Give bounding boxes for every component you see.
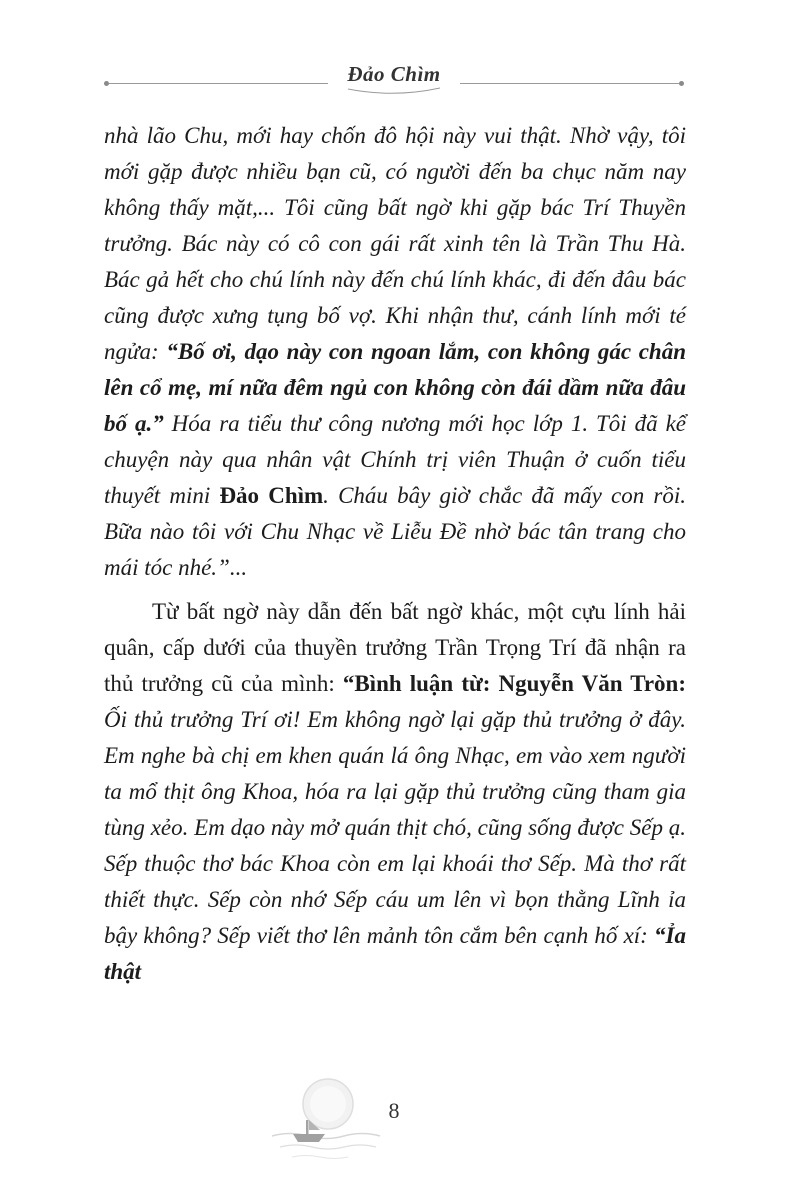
running-head-title: Đảo Chìm xyxy=(347,62,441,86)
header-rule-right xyxy=(460,83,679,84)
text-segment: “Bố ơi, dạo này con ngoan lắm, con không gác chân lên cổ mẹ, mí nữa đêm ngủ con không còn đái dầm nữa đâu bố ạ.” xyxy=(104,339,686,436)
text-segment: “Ỉa thật xyxy=(104,923,686,984)
paragraph xyxy=(104,118,686,586)
text-segment: Từ bất ngờ này dẫn đến bất ngờ khác, một cựu lính hải quân, cấp dưới của thuyền trưởng Trần Trọng Trí đã nhận ra thủ trưởng cũ của mình: xyxy=(104,599,686,696)
paragraph xyxy=(104,594,686,990)
text-segment: . Cháu bây giờ chắc đã mấy con rồi. Bữa nào tôi với Chu Nhạc về Liễu Đề nhờ bác tân trang cho mái tóc nhé.”... xyxy=(104,483,687,580)
text-segment: Hóa ra tiểu thư công nương mới học lớp 1. Tôi đã kể chuyện này qua nhân vật Chính trị viên Thuận ở cuốn tiểu thuyết mini xyxy=(104,411,687,508)
text-segment: Đảo Chìm xyxy=(219,483,324,508)
text-segment: nhà lão Chu, mới hay chốn đô hội này vui thật. Nhờ vậy, tôi mới gặp được nhiều bạn cũ, có người đến ba chục năm nay không thấy mặt,... Tôi cũng bất ngờ khi gặp bác Trí Thuyền trưởng. Bác này có cô con gái rất xinh tên là Trần Thu Hà. Bác gả hết cho chú lính này đến chú lính khác, đi đến đâu bác cũng được xưng tụng bố vợ. Khi nhận thư, cánh lính mới té ngửa: xyxy=(104,123,686,364)
header-title-wrap xyxy=(328,62,460,96)
text-segment: “Bình luận từ: Nguyễn Văn Tròn: xyxy=(342,671,686,696)
header-dot-right xyxy=(679,81,684,86)
text-body xyxy=(104,118,686,998)
text-segment: Ối thủ trưởng Trí ơi! Em không ngờ lại gặp thủ trưởng ở đây. Em nghe bà chị em khen quán lá ông Nhạc, em vào xem người ta mổ thịt ông Khoa, hóa ra lại gặp thủ trưởng cũng tham gia tùng xẻo. Em dạo này mở quán thịt chó, cũng sống được Sếp ạ. Sếp thuộc thơ bác Khoa còn em lại khoái thơ Sếp. Mà thơ rất thiết thực. Sếp còn nhớ Sếp cáu um lên vì bọn thằng Lĩnh ỉa bậy không? Sếp viết thơ lên mảnh tôn cắm bên cạnh hố xí: xyxy=(104,707,686,948)
page-header xyxy=(0,62,788,100)
title-flourish-icon xyxy=(346,86,442,96)
page-number: 8 xyxy=(388,1098,400,1123)
header-rule-left xyxy=(109,83,328,84)
